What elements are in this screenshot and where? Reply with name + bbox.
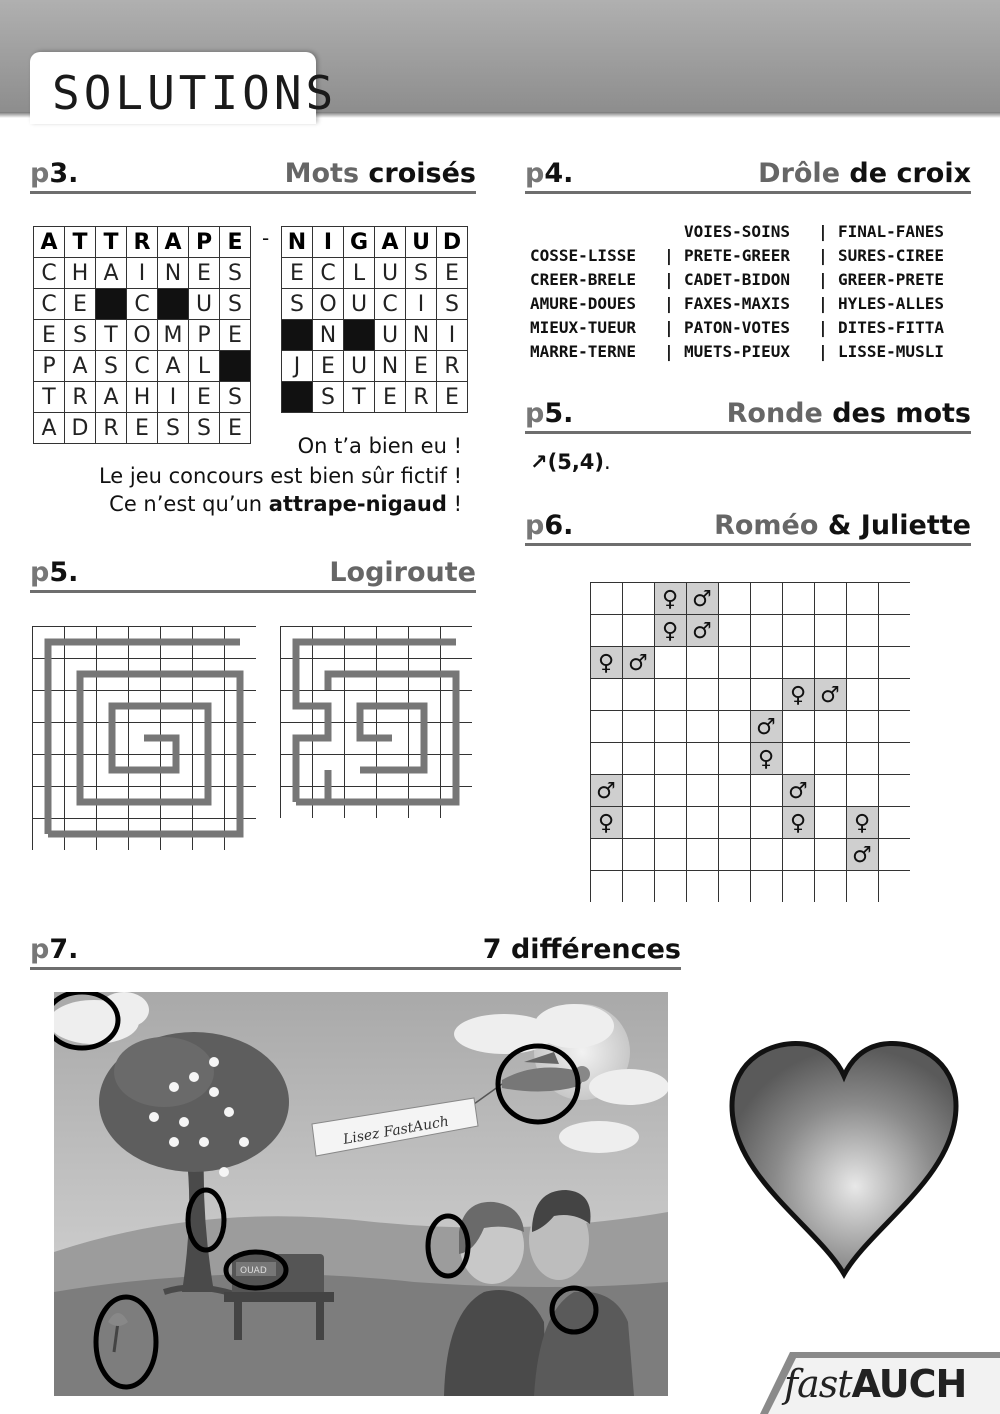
letter-cell: A	[34, 413, 65, 444]
letter-cell: L	[189, 351, 220, 382]
brand-logo	[784, 1362, 966, 1406]
ronde-coordinates: (5,4)	[547, 450, 605, 474]
word-pair-row	[530, 292, 962, 316]
letter-cell: R	[65, 382, 96, 413]
section-title-bold: croisés	[368, 158, 476, 189]
letter-cell: T	[34, 382, 65, 413]
female-symbol-icon: ♀	[757, 747, 775, 772]
section-title-light: Logiroute	[329, 557, 476, 588]
drole-de-croix-list	[530, 220, 962, 364]
letter-cell: P	[34, 351, 65, 382]
maze-grid	[280, 626, 472, 818]
letter-cell: T	[344, 382, 375, 413]
letter-cell: E	[220, 320, 251, 351]
section-ronde-des-mots	[525, 394, 971, 434]
page-number: 5.	[49, 557, 79, 588]
word-pair: FINAL-FANES	[838, 222, 944, 241]
black-cell	[282, 382, 313, 413]
letter-cell: N	[313, 320, 344, 351]
letter-cell: S	[158, 413, 189, 444]
section-title-light: Roméo	[714, 510, 828, 541]
maze-right	[280, 626, 472, 818]
column-separator: |	[664, 318, 674, 337]
female-symbol-icon: ♀	[597, 811, 615, 836]
letter-cell: T	[96, 227, 127, 258]
logo-bold: AUCH	[851, 1362, 967, 1406]
word-pair: MIEUX-TUEUR	[530, 318, 636, 337]
section-drole-de-croix	[525, 154, 971, 194]
letter-cell: A	[65, 351, 96, 382]
crossword-grid-right	[281, 226, 468, 413]
crossword-row	[34, 258, 251, 289]
ronde-period: .	[604, 450, 611, 474]
letter-cell: E	[34, 320, 65, 351]
crossword-row	[34, 382, 251, 413]
letter-cell: P	[189, 227, 220, 258]
logo-light: fast	[784, 1362, 852, 1406]
letter-cell: E	[437, 382, 468, 413]
letter-cell: R	[127, 227, 158, 258]
section-7-differences	[30, 930, 681, 970]
section-mots-croises	[30, 154, 476, 194]
letter-cell: S	[282, 289, 313, 320]
column-separator: |	[664, 246, 674, 265]
letter-cell: A	[34, 227, 65, 258]
word-pair: FAXES-MAXIS	[684, 294, 790, 313]
bench-seat	[224, 1292, 334, 1302]
letter-cell: E	[220, 227, 251, 258]
section-title-bold: des mots	[832, 398, 971, 429]
word-pair-row	[530, 244, 962, 268]
female-symbol-icon: ♀	[853, 811, 871, 836]
crossword-row	[34, 320, 251, 351]
word-pair: MUETS-PIEUX	[684, 342, 790, 361]
word-pair: SURES-CIREE	[838, 246, 944, 265]
word-pair: AMURE-DOUES	[530, 294, 636, 313]
word-pair	[530, 220, 654, 244]
letter-cell: N	[406, 320, 437, 351]
letter-cell: O	[127, 320, 158, 351]
crossword-separator: -	[262, 226, 270, 250]
letter-cell: H	[65, 258, 96, 289]
female-symbol-icon: ♀	[597, 651, 615, 676]
page-number: 6.	[544, 510, 574, 541]
section-title-bold: de croix	[849, 158, 971, 189]
female-symbol-icon: ♀	[661, 619, 679, 644]
crossword-row	[34, 351, 251, 382]
word-pair: CREER-BRELE	[530, 270, 636, 289]
letter-cell: E	[282, 258, 313, 289]
letter-cell: R	[437, 351, 468, 382]
column-separator: |	[818, 222, 828, 241]
letter-cell: D	[65, 413, 96, 444]
letter-cell: S	[406, 258, 437, 289]
arrow-icon: ↗	[530, 450, 548, 474]
column-separator: |	[664, 342, 674, 361]
letter-cell: S	[65, 320, 96, 351]
letter-cell: U	[375, 320, 406, 351]
differences-illustration	[54, 992, 668, 1396]
letter-cell: E	[189, 382, 220, 413]
letter-cell: C	[34, 289, 65, 320]
black-cell	[282, 320, 313, 351]
column-separator: |	[818, 342, 828, 361]
message-line-2: Le jeu concours est bien sûr fictif !	[98, 464, 462, 488]
letter-cell: S	[437, 289, 468, 320]
crossword-grid-left	[33, 226, 251, 444]
letter-cell: D	[437, 227, 468, 258]
female-symbol-icon: ♀	[789, 811, 807, 836]
word-pair-row	[530, 340, 962, 364]
section-romeo-juliette	[525, 506, 971, 546]
letter-cell: P	[189, 320, 220, 351]
column-separator: |	[818, 318, 828, 337]
page-letter: p	[30, 158, 50, 189]
letter-cell: I	[437, 320, 468, 351]
letter-cell: E	[127, 413, 158, 444]
ronde-answer	[530, 450, 611, 474]
letter-cell: A	[96, 258, 127, 289]
male-symbol-icon: ♂	[756, 715, 776, 740]
crossword-row	[282, 227, 468, 258]
letter-cell: S	[96, 351, 127, 382]
letter-cell: A	[375, 227, 406, 258]
letter-cell: T	[65, 227, 96, 258]
letter-cell: S	[313, 382, 344, 413]
letter-cell: U	[375, 258, 406, 289]
crossword-row	[34, 289, 251, 320]
page-number: 7.	[49, 934, 79, 965]
letter-cell: E	[220, 413, 251, 444]
letter-cell: E	[437, 258, 468, 289]
romeo-juliette-grid	[590, 582, 910, 902]
letter-cell: H	[127, 382, 158, 413]
letter-cell: U	[344, 289, 375, 320]
section-title-bold: 7 différences	[482, 934, 681, 965]
letter-cell: E	[65, 289, 96, 320]
male-symbol-icon: ♂	[628, 651, 648, 676]
maze-left	[32, 626, 256, 850]
female-symbol-icon: ♀	[789, 683, 807, 708]
black-cell	[158, 289, 189, 320]
letter-cell: E	[406, 351, 437, 382]
heart-icon	[726, 1036, 962, 1282]
section-title-light: Mots	[284, 158, 369, 189]
letter-cell: A	[96, 382, 127, 413]
letter-cell: I	[313, 227, 344, 258]
letter-cell: U	[344, 351, 375, 382]
letter-cell: R	[406, 382, 437, 413]
letter-cell: E	[375, 382, 406, 413]
letter-cell: U	[406, 227, 437, 258]
letter-cell: C	[34, 258, 65, 289]
letter-cell: A	[158, 351, 189, 382]
page-letter: p	[525, 510, 545, 541]
word-pair: LISSE-MUSLI	[838, 342, 944, 361]
word-pair-row	[530, 268, 962, 292]
page-number: 4.	[544, 158, 574, 189]
letter-cell: T	[96, 320, 127, 351]
message-line-3	[30, 492, 462, 516]
page-letter: p	[525, 398, 545, 429]
male-symbol-icon: ♂	[692, 619, 712, 644]
banner-text: Lisez FastAuch	[341, 1113, 451, 1148]
female-symbol-icon: ♀	[661, 587, 679, 612]
word-pair: MARRE-TERNE	[530, 342, 636, 361]
crossword-row	[282, 289, 468, 320]
letter-cell: S	[220, 289, 251, 320]
letter-cell: N	[282, 227, 313, 258]
page-number: 3.	[49, 158, 79, 189]
page-letter: p	[525, 158, 545, 189]
male-symbol-icon: ♂	[692, 587, 712, 612]
column-separator	[654, 220, 684, 244]
letter-cell: S	[189, 413, 220, 444]
letter-cell: M	[158, 320, 189, 351]
letter-cell: A	[158, 227, 189, 258]
section-title-light: Drôle	[758, 158, 850, 189]
black-cell	[96, 289, 127, 320]
male-symbol-icon: ♂	[788, 779, 808, 804]
letter-cell: S	[220, 258, 251, 289]
message-highlight: attrape-nigaud	[268, 492, 447, 516]
male-symbol-icon: ♂	[596, 779, 616, 804]
word-pair: HYLES-ALLES	[838, 294, 944, 313]
crossword-row	[282, 258, 468, 289]
letter-cell: C	[313, 258, 344, 289]
word-pair: DITES-FITTA	[838, 318, 944, 337]
word-pair-row	[530, 220, 962, 244]
letter-cell: E	[313, 351, 344, 382]
heart-container	[726, 1036, 962, 1282]
page-title: SOLUTIONS	[52, 66, 338, 120]
letter-cell: G	[344, 227, 375, 258]
black-cell	[220, 351, 251, 382]
column-separator: |	[818, 246, 828, 265]
bench-sign: OUAD	[240, 1266, 267, 1276]
crossword-row	[34, 227, 251, 258]
letter-cell: S	[220, 382, 251, 413]
black-cell	[344, 320, 375, 351]
section-title-light: Ronde	[726, 398, 833, 429]
letter-cell: O	[313, 289, 344, 320]
letter-cell: E	[189, 258, 220, 289]
letter-cell: I	[158, 382, 189, 413]
word-pair: COSSE-LISSE	[530, 246, 636, 265]
column-separator: |	[818, 270, 828, 289]
letter-cell: I	[406, 289, 437, 320]
column-separator: |	[664, 270, 674, 289]
letter-cell: I	[127, 258, 158, 289]
male-symbol-icon: ♂	[852, 843, 872, 868]
male-symbol-icon: ♂	[820, 683, 840, 708]
message-line-1: On t’a bien eu !	[297, 434, 462, 458]
word-pair: PRETE-GREER	[684, 246, 790, 265]
letter-cell: N	[158, 258, 189, 289]
word-pair: VOIES-SOINS	[684, 222, 790, 241]
letter-cell: C	[127, 351, 158, 382]
letter-cell: R	[96, 413, 127, 444]
page-letter: p	[30, 934, 50, 965]
page-letter: p	[30, 557, 50, 588]
crossword-row	[282, 320, 468, 351]
letter-cell: C	[375, 289, 406, 320]
letter-cell: C	[127, 289, 158, 320]
letter-cell: U	[189, 289, 220, 320]
letter-cell: N	[375, 351, 406, 382]
message-line-3-end: !	[446, 492, 462, 516]
column-separator: |	[664, 294, 674, 313]
word-pair: PATON-VOTES	[684, 318, 790, 337]
word-pair: GREER-PRETE	[838, 270, 944, 289]
letter-cell: J	[282, 351, 313, 382]
section-logiroute	[30, 553, 476, 593]
message-line-3-start: Ce n’est qu’un	[109, 492, 269, 516]
section-title-bold: & Juliette	[827, 510, 971, 541]
crossword-row	[282, 382, 468, 413]
word-pair-row	[530, 316, 962, 340]
column-separator: |	[818, 294, 828, 313]
letter-cell: L	[344, 258, 375, 289]
page-number: 5.	[544, 398, 574, 429]
crossword-row	[282, 351, 468, 382]
word-pair: CADET-BIDON	[684, 270, 790, 289]
